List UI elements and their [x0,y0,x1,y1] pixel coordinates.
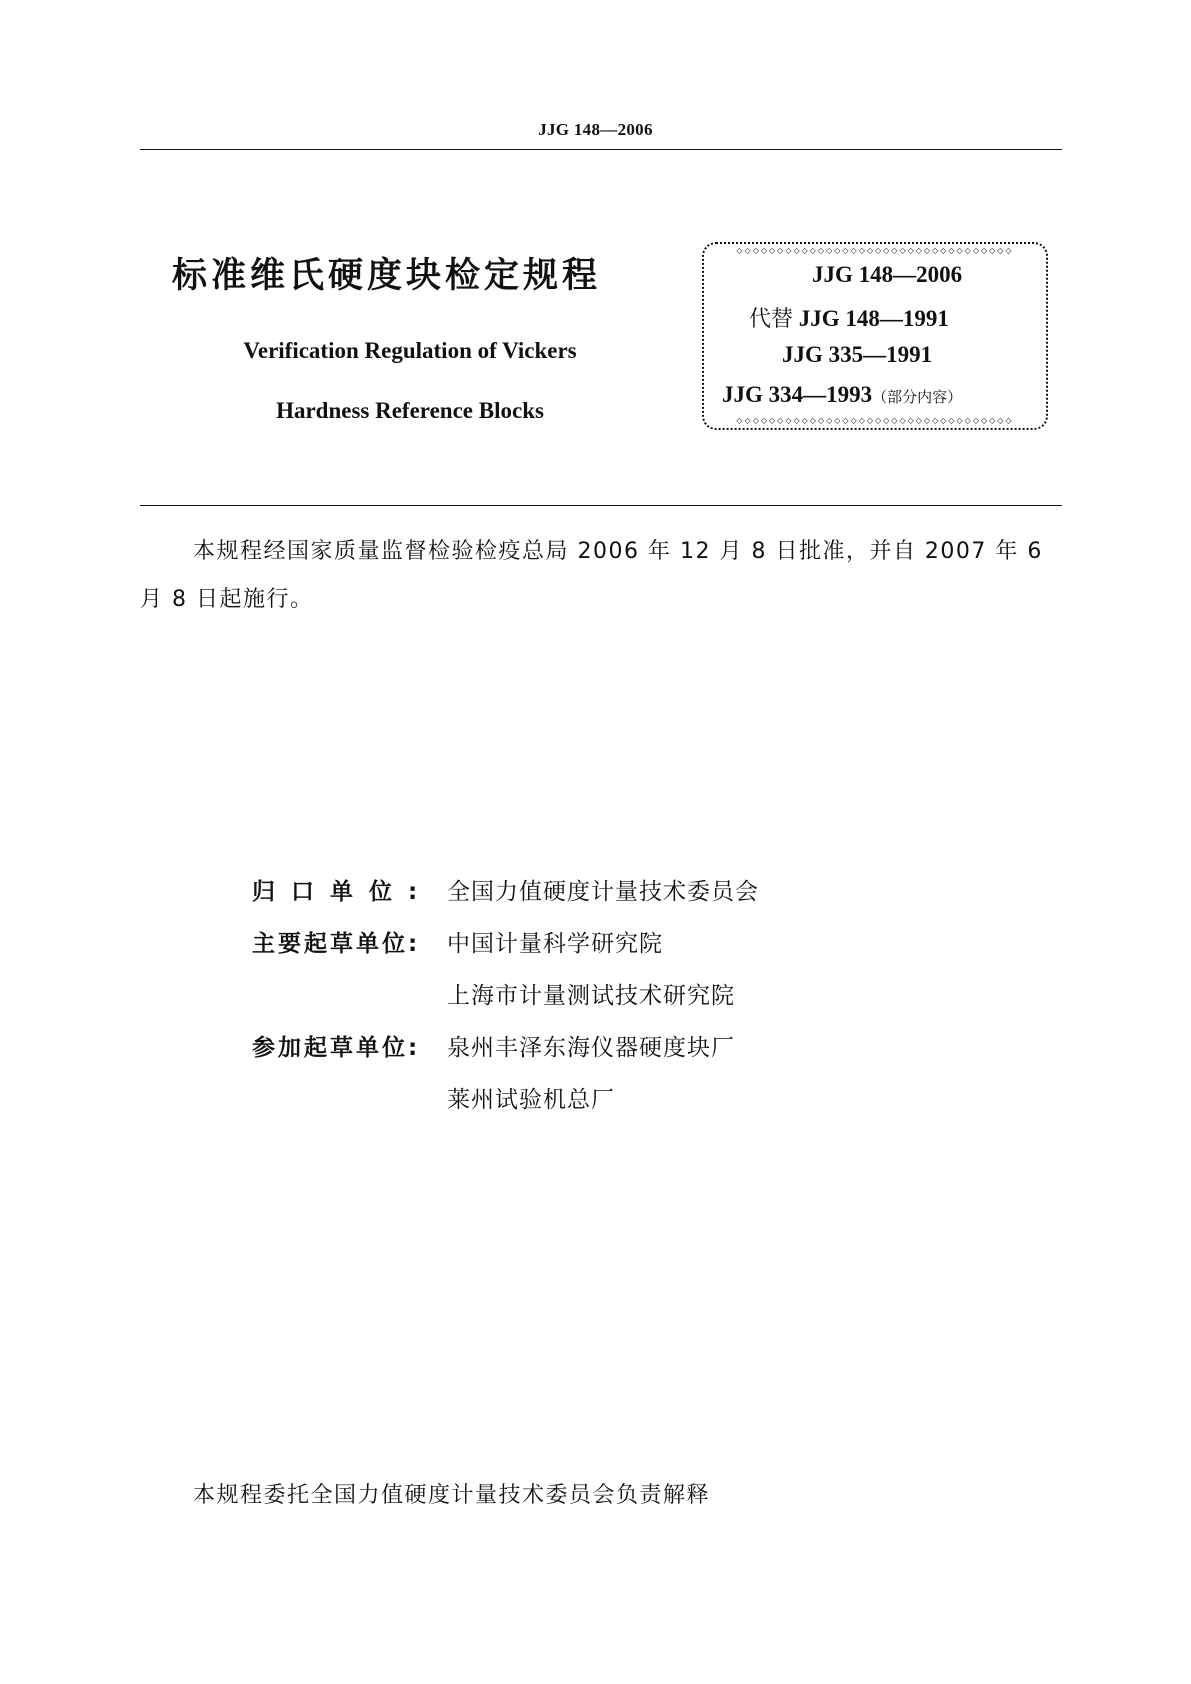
approval-statement: 本规程经国家质量监督检验检疫总局 2006 年 12 月 8 日批准，并自 2007 年 6 月 8 日起施行。 [140,539,1043,612]
participating-unit-label: 参加起草单位: [252,1035,421,1061]
participating-unit-row [252,1022,759,1074]
header-rule [140,149,1062,150]
participating-unit-row-2 [252,1074,759,1126]
standard-number-box [702,242,1048,430]
drafting-units-section [252,866,759,1126]
participating-unit-value-2: 莱州试验机总厂 [447,1087,615,1113]
main-drafting-unit-value-1: 中国计量科学研究院 [447,931,663,957]
replaced-standard-2: JJG 335—1991 [782,342,933,367]
participating-unit-value-1: 泉州丰泽东海仪器硬度块厂 [447,1035,735,1061]
replaced-standard-3: JJG 334—1993 [722,382,873,407]
running-header-code: JJG 148—2006 [538,120,653,139]
standard-replaces-line [749,302,949,333]
interpretation-note: 本规程委托全国力值硬度计量技术委员会负责解释 [193,1483,711,1508]
responsible-unit-value: 全国力值硬度计量技术委员会 [447,879,759,905]
main-drafting-unit-value-2: 上海市计量测试技术研究院 [447,983,735,1009]
responsible-unit-row [252,866,759,918]
main-drafting-unit-row [252,918,759,970]
main-drafting-unit-row-2 [252,970,759,1022]
title-chinese: 标准维氏硬度块检定规程 [172,256,602,296]
replaces-label: 代替 [749,307,794,332]
standard-number-current: JJG 148—2006 [812,262,963,287]
section-rule [140,505,1062,506]
title-english-line2: Hardness Reference Blocks [276,398,544,423]
partial-content-note: （部分内容） [872,388,963,406]
replaced-standard-1: JJG 148—1991 [798,306,949,331]
replaced-standard-3-line [722,382,962,408]
title-english-line1: Verification Regulation of Vickers [243,338,577,363]
main-drafting-unit-label: 主要起草单位: [252,931,421,957]
decorative-border-top: ◇◇◇◇◇◇◇◇◇◇◇◇◇◇◇◇◇◇◇◇◇◇◇◇◇◇◇◇◇◇◇◇◇◇ [736,247,1014,255]
responsible-unit-label: 归口单位: [252,879,434,905]
decorative-border-bottom: ◇◇◇◇◇◇◇◇◇◇◇◇◇◇◇◇◇◇◇◇◇◇◇◇◇◇◇◇◇◇◇◇◇◇ [736,417,1014,425]
